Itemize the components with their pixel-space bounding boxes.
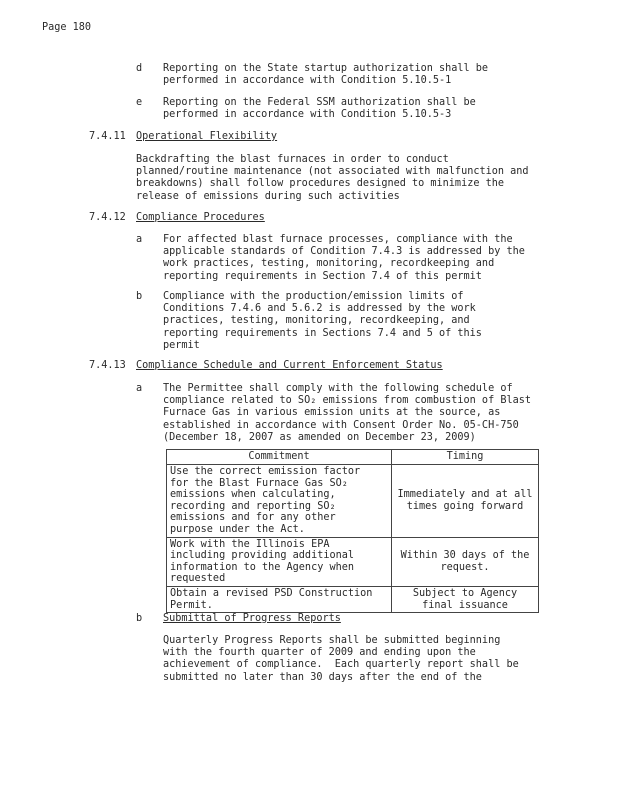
text-line: compliance related to SO₂ emissions from combustion of Blast <box>163 395 532 407</box>
text-line: The Permittee shall comply with the following schedule of <box>163 383 513 394</box>
section-number: 7.4.11 <box>89 131 126 142</box>
text-line: performed in accordance with Condition 5.10.5-3 <box>163 109 452 121</box>
text-line: work practices, testing, monitoring, recordkeeping and <box>163 258 495 270</box>
item-letter: b <box>136 613 143 624</box>
cell-line: times going forward <box>406 500 524 512</box>
section-title: Operational Flexibility <box>136 131 278 142</box>
cell-line: emissions when calculating, <box>170 489 336 501</box>
timing-cell <box>392 465 539 538</box>
text-line: performed in accordance with Condition 5.10.5-1 <box>163 75 452 87</box>
text-line: For affected blast furnace processes, compliance with the <box>163 234 513 245</box>
text-line: release of emissions during such activities <box>136 190 400 202</box>
text-line: breakdowns) shall follow procedures designed to minimize the <box>136 178 505 190</box>
text-line: Quarterly Progress Reports shall be submitted beginning <box>163 635 501 646</box>
text-line: Reporting on the State startup authorization shall be <box>163 63 489 74</box>
text-line: reporting requirements in Section 7.4 of this permit <box>163 270 482 282</box>
text-line: achievement of compliance. Each quarterly report shall be <box>163 659 519 671</box>
commitment-cell <box>167 465 392 538</box>
item-letter: d <box>136 63 143 74</box>
cell-line: purpose under the Act. <box>170 523 305 535</box>
section-number: 7.4.13 <box>89 360 126 371</box>
cell-line: including providing additional <box>170 550 355 562</box>
table-header-row <box>167 450 539 465</box>
subsection-title: Submittal of Progress Reports <box>163 613 341 624</box>
section-7-4-13-a-text <box>163 383 531 444</box>
text-line: (December 18, 2007 as amended on December 23, 2009) <box>163 431 476 443</box>
text-line: permit <box>163 339 200 351</box>
item-letter: b <box>136 291 143 302</box>
page-header: Page 180 <box>42 22 92 33</box>
text-line: Compliance with the production/emission limits of <box>163 291 464 302</box>
cell-line: for the Blast Furnace Gas SO₂ <box>170 477 348 489</box>
section-title: Compliance Schedule and Current Enforcement Status <box>136 360 443 371</box>
column-header-commitment: Commitment <box>167 450 392 465</box>
commitment-cell <box>167 537 392 586</box>
text-line: with the fourth quarter of 2009 and ending upon the <box>163 647 476 659</box>
text-line: established in accordance with Consent Order No. 05-CH-750 <box>163 419 519 431</box>
cell-line: Permit. <box>170 599 213 611</box>
cell-line: requested <box>170 573 226 585</box>
text-line: Backdrafting the blast furnaces in order to conduct <box>136 154 449 165</box>
item-d-text <box>163 63 488 87</box>
text-line: practices, testing, monitoring, recordkeeping, and <box>163 315 470 327</box>
section-7-4-12-a-text <box>163 234 525 283</box>
section-7-4-11-body <box>136 154 529 203</box>
text-line: submitted no later than 30 days after the end of the <box>163 671 482 683</box>
text-line: reporting requirements in Sections 7.4 and 5 of this <box>163 327 482 339</box>
text-line: Furnace Gas in various emission units at the source, as <box>163 407 501 419</box>
item-letter: a <box>136 383 143 394</box>
cell-line: emissions and for any other <box>170 512 336 524</box>
table-row <box>167 537 539 586</box>
cell-line: Within 30 days of the <box>400 550 530 562</box>
cell-line: recording and reporting SO₂ <box>170 500 336 512</box>
text-line: planned/routine maintenance (not associated with malfunction and <box>136 166 529 178</box>
cell-line: Work with the Illinois EPA <box>170 538 330 550</box>
section-number: 7.4.12 <box>89 212 126 223</box>
section-7-4-13-b-text <box>163 635 519 684</box>
item-e-text <box>163 97 476 121</box>
cell-line: Use the correct emission factor <box>170 466 361 477</box>
table-row <box>167 586 539 612</box>
cell-line: Immediately and at all <box>397 489 533 501</box>
text-line: applicable standards of Condition 7.4.3 is addressed by the <box>163 246 525 258</box>
cell-line: final issuance <box>422 599 508 611</box>
item-letter: a <box>136 234 143 245</box>
table-row <box>167 465 539 538</box>
section-title: Compliance Procedures <box>136 212 265 223</box>
column-header-timing: Timing <box>392 450 539 465</box>
section-7-4-12-b-text <box>163 291 482 352</box>
commitment-cell <box>167 586 392 612</box>
compliance-schedule-table <box>166 449 539 613</box>
text-line: Reporting on the Federal SSM authorization shall be <box>163 97 476 108</box>
cell-line: request. <box>440 561 490 573</box>
cell-line: Subject to Agency <box>412 587 518 599</box>
timing-cell <box>392 586 539 612</box>
timing-cell <box>392 537 539 586</box>
cell-line: information to the Agency when <box>170 561 355 573</box>
cell-line: Obtain a revised PSD Construction <box>170 587 373 599</box>
item-letter: e <box>136 97 143 108</box>
text-line: Conditions 7.4.6 and 5.6.2 is addressed by the work <box>163 303 476 315</box>
